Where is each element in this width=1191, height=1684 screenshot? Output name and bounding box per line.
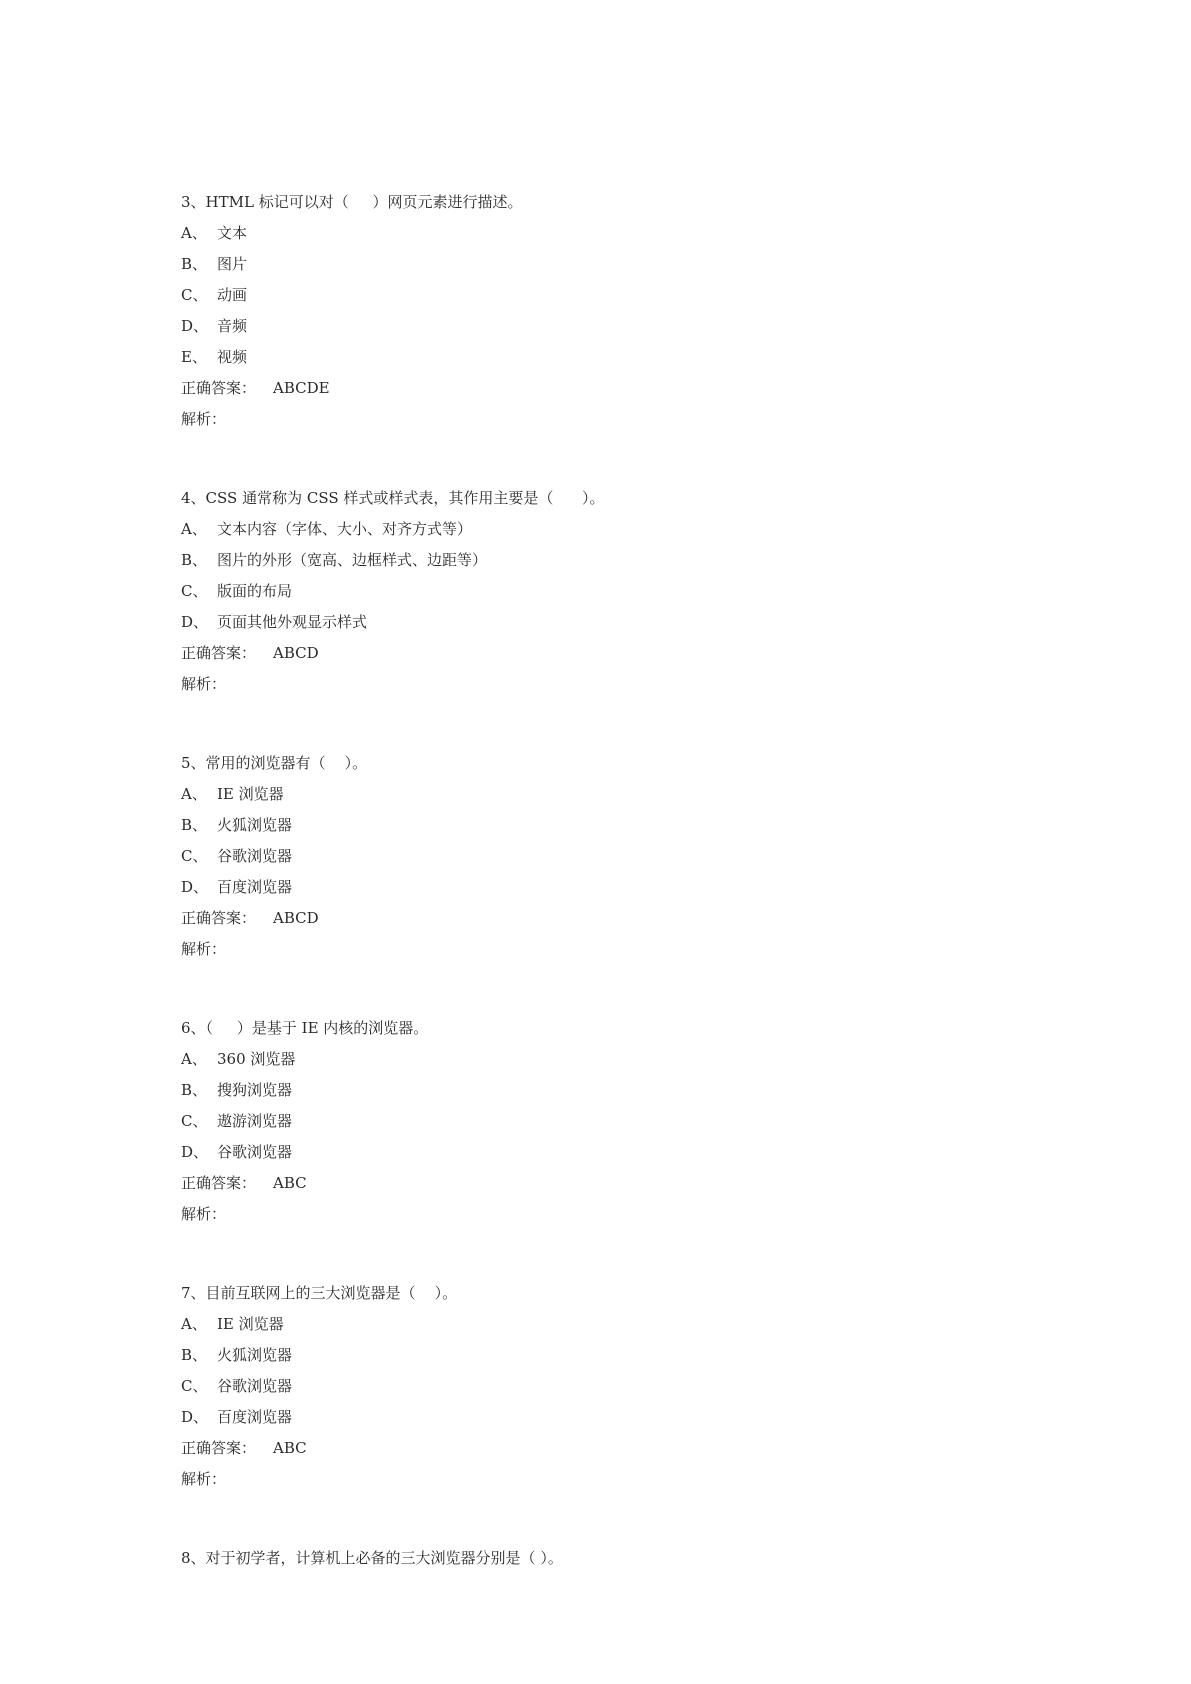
answer-value: ABC: [273, 1174, 307, 1192]
option-letter: B、: [181, 1346, 208, 1364]
option-letter: B、: [181, 255, 208, 273]
option-text: 图片: [217, 255, 248, 273]
answer-label: 正确答案：: [181, 379, 257, 397]
option-letter: B、: [181, 816, 208, 834]
option-text: 动画: [217, 286, 248, 304]
option-c: [181, 1106, 1081, 1137]
option-text: 火狐浏览器: [217, 1346, 293, 1364]
option-letter: D、: [181, 878, 209, 896]
option-letter: D、: [181, 1408, 209, 1426]
option-letter: A、: [181, 224, 207, 242]
option-letter: B、: [181, 1081, 208, 1099]
option-a: [181, 779, 1081, 810]
option-text: 火狐浏览器: [217, 816, 293, 834]
option-d: [181, 311, 1081, 342]
option-a: [181, 1044, 1081, 1075]
option-text: 谷歌浏览器: [217, 847, 293, 865]
option-b: [181, 1340, 1081, 1371]
option-text: 百度浏览器: [217, 878, 293, 896]
question-stem: 3、HTML 标记可以对（ ）网页元素进行描述。: [181, 193, 523, 211]
option-text: 页面其他外观显示样式: [217, 613, 368, 631]
option-letter: C、: [181, 286, 208, 304]
option-d: [181, 1402, 1081, 1433]
answer-label: 正确答案：: [181, 1439, 257, 1457]
correct-answer: [181, 638, 1081, 669]
answer-label: 正确答案：: [181, 1174, 257, 1192]
option-letter: A、: [181, 520, 207, 538]
correct-answer: [181, 1168, 1081, 1199]
option-text: IE 浏览器: [217, 1315, 284, 1333]
question-stem: 6、（ ）是基于 IE 内核的浏览器。: [181, 1019, 429, 1037]
option-text: 谷歌浏览器: [217, 1143, 293, 1161]
option-text: 百度浏览器: [217, 1408, 293, 1426]
option-text: 音频: [217, 317, 248, 335]
question-stem: 7、目前互联网上的三大浏览器是（ ）。: [181, 1284, 458, 1302]
correct-answer: [181, 1433, 1081, 1464]
option-text: 图片的外形（宽高、边框样式、边距等）: [217, 551, 488, 569]
question-block: [181, 187, 1081, 435]
option-letter: B、: [181, 551, 208, 569]
option-letter: A、: [181, 1315, 207, 1333]
option-text: 视频: [217, 348, 248, 366]
option-letter: D、: [181, 1143, 209, 1161]
option-text: 谷歌浏览器: [217, 1377, 293, 1395]
option-text: 版面的布局: [217, 582, 293, 600]
analysis-label: 解析：: [181, 1470, 227, 1488]
correct-answer: [181, 903, 1081, 934]
option-text: 文本内容（字体、大小、对齐方式等）: [217, 520, 473, 538]
option-c: [181, 576, 1081, 607]
option-letter: A、: [181, 785, 207, 803]
document-body: [181, 187, 1081, 1622]
question-block: [181, 1543, 1081, 1574]
option-c: [181, 1371, 1081, 1402]
question-block: [181, 1278, 1081, 1495]
question-block: [181, 483, 1081, 700]
option-text: IE 浏览器: [217, 785, 284, 803]
analysis-label: 解析：: [181, 940, 227, 958]
option-c: [181, 841, 1081, 872]
answer-label: 正确答案：: [181, 644, 257, 662]
option-d: [181, 872, 1081, 903]
option-letter: C、: [181, 582, 208, 600]
option-letter: C、: [181, 847, 208, 865]
answer-value: ABCDE: [273, 379, 330, 397]
correct-answer: [181, 373, 1081, 404]
option-letter: D、: [181, 317, 209, 335]
option-letter: C、: [181, 1377, 208, 1395]
option-letter: E、: [181, 348, 207, 366]
answer-value: ABC: [273, 1439, 307, 1457]
option-b: [181, 545, 1081, 576]
answer-value: ABCD: [273, 644, 319, 662]
option-a: [181, 1309, 1081, 1340]
option-text: 文本: [217, 224, 248, 242]
question-block: [181, 748, 1081, 965]
option-text: 搜狗浏览器: [217, 1081, 293, 1099]
answer-label: 正确答案：: [181, 909, 257, 927]
question-stem: 8、对于初学者，计算机上必备的三大浏览器分别是（ ）。: [181, 1549, 563, 1567]
option-d: [181, 1137, 1081, 1168]
option-b: [181, 249, 1081, 280]
option-letter: D、: [181, 613, 209, 631]
option-b: [181, 1075, 1081, 1106]
option-letter: A、: [181, 1050, 207, 1068]
analysis-label: 解析：: [181, 410, 227, 428]
option-d: [181, 607, 1081, 638]
option-b: [181, 810, 1081, 841]
question-stem: 4、CSS 通常称为 CSS 样式或样式表，其作用主要是（ ）。: [181, 489, 605, 507]
question-block: [181, 1013, 1081, 1230]
answer-value: ABCD: [273, 909, 319, 927]
analysis-label: 解析：: [181, 1205, 227, 1223]
option-text: 360 浏览器: [217, 1050, 296, 1068]
analysis-label: 解析：: [181, 675, 227, 693]
option-c: [181, 280, 1081, 311]
question-stem: 5、常用的浏览器有（ ）。: [181, 754, 368, 772]
option-a: [181, 218, 1081, 249]
option-a: [181, 514, 1081, 545]
option-e: [181, 342, 1081, 373]
option-letter: C、: [181, 1112, 208, 1130]
option-text: 遨游浏览器: [217, 1112, 293, 1130]
